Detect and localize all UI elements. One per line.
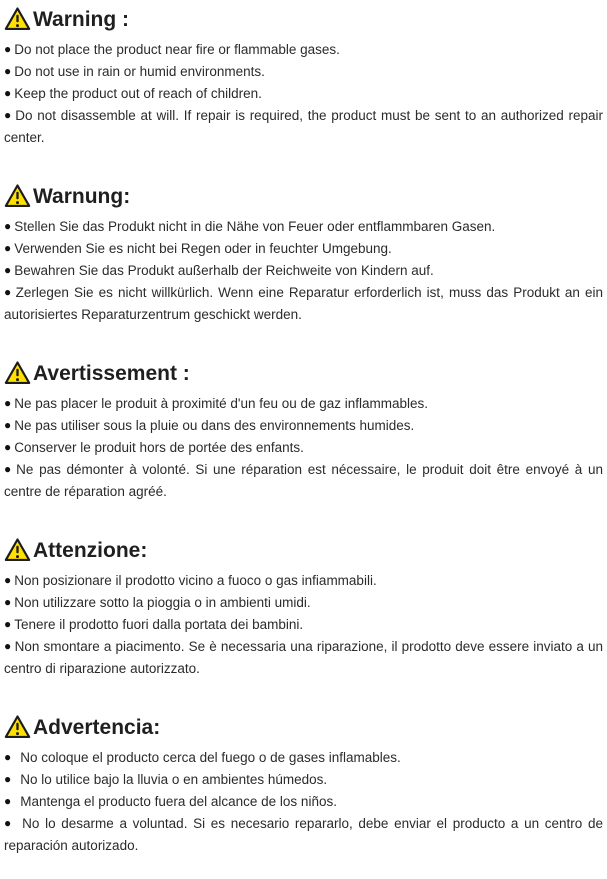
- warning-item-text: Do not use in rain or humid environments.: [14, 64, 265, 79]
- bullet-icon: ●: [4, 617, 12, 631]
- warning-item-text: Non posizionare il prodotto vicino a fuoco o gas infiammabili.: [14, 573, 377, 588]
- warning-triangle-icon: [4, 6, 31, 31]
- warning-item: [4, 791, 603, 813]
- bullet-icon: ●: [4, 219, 12, 233]
- section-warning-italian: [4, 536, 603, 680]
- warning-item: [4, 83, 603, 105]
- section-heading-text: Warning :: [33, 8, 130, 31]
- warning-item-text: No lo utilice bajo la lluvia o en ambientes húmedos.: [20, 772, 328, 787]
- section-warning-french: [4, 359, 603, 503]
- bullet-icon: ●: [4, 86, 12, 100]
- bullet-icon: ●: [4, 772, 12, 786]
- bullet-icon: ●: [4, 418, 12, 432]
- warning-item-text: Non utilizzare sotto la pioggia o in ambienti umidi.: [14, 595, 311, 610]
- bullet-icon: ●: [4, 42, 12, 56]
- warning-item-text: Do not disassemble at will. If repair is required, the product must be sent to an authorized repair center.: [4, 108, 603, 145]
- warning-item-text: Non smontare a piacimento. Se è necessaria una riparazione, il prodotto deve essere inviato a un centro di riparazione autorizzato.: [4, 639, 604, 676]
- bullet-icon: ●: [4, 108, 13, 122]
- warning-item: [4, 437, 603, 459]
- warning-item-text: Tenere il prodotto fuori dalla portata dei bambini.: [14, 617, 304, 632]
- section-heading: [4, 536, 603, 565]
- warning-item-text: Do not place the product near fire or flammable gases.: [14, 42, 340, 57]
- warning-item-text: Conserver le produit hors de portée des enfants.: [14, 440, 304, 455]
- warning-item: [4, 459, 603, 503]
- warning-item-text: Mantenga el producto fuera del alcance de los niños.: [20, 794, 337, 809]
- section-heading-text: Attenzione:: [33, 539, 148, 562]
- bullet-icon: ●: [4, 573, 12, 587]
- warning-item: [4, 769, 603, 791]
- warning-triangle-icon: [4, 537, 31, 562]
- section-heading-text: Advertencia:: [33, 716, 161, 739]
- section-warning-english: [4, 5, 603, 149]
- warning-triangle-icon: [4, 360, 31, 385]
- warning-item: [4, 282, 603, 326]
- warning-item: [4, 39, 603, 61]
- warning-item-text: Stellen Sie das Produkt nicht in die Nähe von Feuer oder entflammbaren Gasen.: [14, 219, 496, 234]
- bullet-icon: ●: [4, 64, 12, 78]
- warning-item: [4, 105, 603, 149]
- bullet-icon: ●: [4, 750, 12, 764]
- warning-item-text: No coloque el producto cerca del fuego o de gases inflamables.: [20, 750, 401, 765]
- warning-item-text: Zerlegen Sie es nicht willkürlich. Wenn eine Reparatur erforderlich ist, muss das Produkt an ein autorisiertes Reparaturzentrum geschickt werden.: [4, 285, 603, 322]
- bullet-icon: ●: [4, 794, 12, 808]
- warning-item: [4, 415, 603, 437]
- warning-item: [4, 238, 603, 260]
- bullet-icon: ●: [4, 396, 12, 410]
- warning-item: [4, 614, 603, 636]
- warning-item: [4, 592, 603, 614]
- bullet-icon: ●: [4, 595, 12, 609]
- section-heading: [4, 713, 603, 742]
- bullet-icon: ●: [4, 639, 12, 653]
- warning-item-text: Verwenden Sie es nicht bei Regen oder in feuchter Umgebung.: [14, 241, 392, 256]
- warning-item: [4, 216, 603, 238]
- warning-item-text: Bewahren Sie das Produkt außerhalb der Reichweite von Kindern auf.: [14, 263, 434, 278]
- section-heading: [4, 5, 603, 34]
- section-warning-german: [4, 182, 603, 326]
- bullet-icon: ●: [4, 440, 12, 454]
- warning-item: [4, 570, 603, 592]
- section-heading: [4, 359, 603, 388]
- warning-item-text: Ne pas placer le produit à proximité d'un feu ou de gaz inflammables.: [14, 396, 429, 411]
- warning-item: [4, 747, 603, 769]
- warning-item-text: Ne pas utiliser sous la pluie ou dans des environnements humides.: [14, 418, 415, 433]
- section-heading-text: Avertissement :: [33, 362, 190, 385]
- bullet-icon: ●: [4, 816, 14, 830]
- warning-triangle-icon: [4, 183, 31, 208]
- warning-item: [4, 813, 603, 857]
- warning-item: [4, 636, 603, 680]
- warning-item-text: Keep the product out of reach of children.: [14, 86, 262, 101]
- warning-item: [4, 61, 603, 83]
- section-warning-spanish: [4, 713, 603, 857]
- warning-triangle-icon: [4, 714, 31, 739]
- bullet-icon: ●: [4, 285, 13, 299]
- warning-item: [4, 260, 603, 282]
- bullet-icon: ●: [4, 241, 12, 255]
- section-heading: [4, 182, 603, 211]
- warning-item-text: No lo desarme a voluntad. Si es necesario repararlo, debe enviar el producto a un centro de reparación autorizado.: [4, 816, 603, 853]
- warning-item: [4, 393, 603, 415]
- bullet-icon: ●: [4, 462, 14, 476]
- bullet-icon: ●: [4, 263, 12, 277]
- section-heading-text: Warnung:: [33, 185, 131, 208]
- warning-item-text: Ne pas démonter à volonté. Si une réparation est nécessaire, le produit doit être envoyé à un centre de réparation agréé.: [4, 462, 603, 499]
